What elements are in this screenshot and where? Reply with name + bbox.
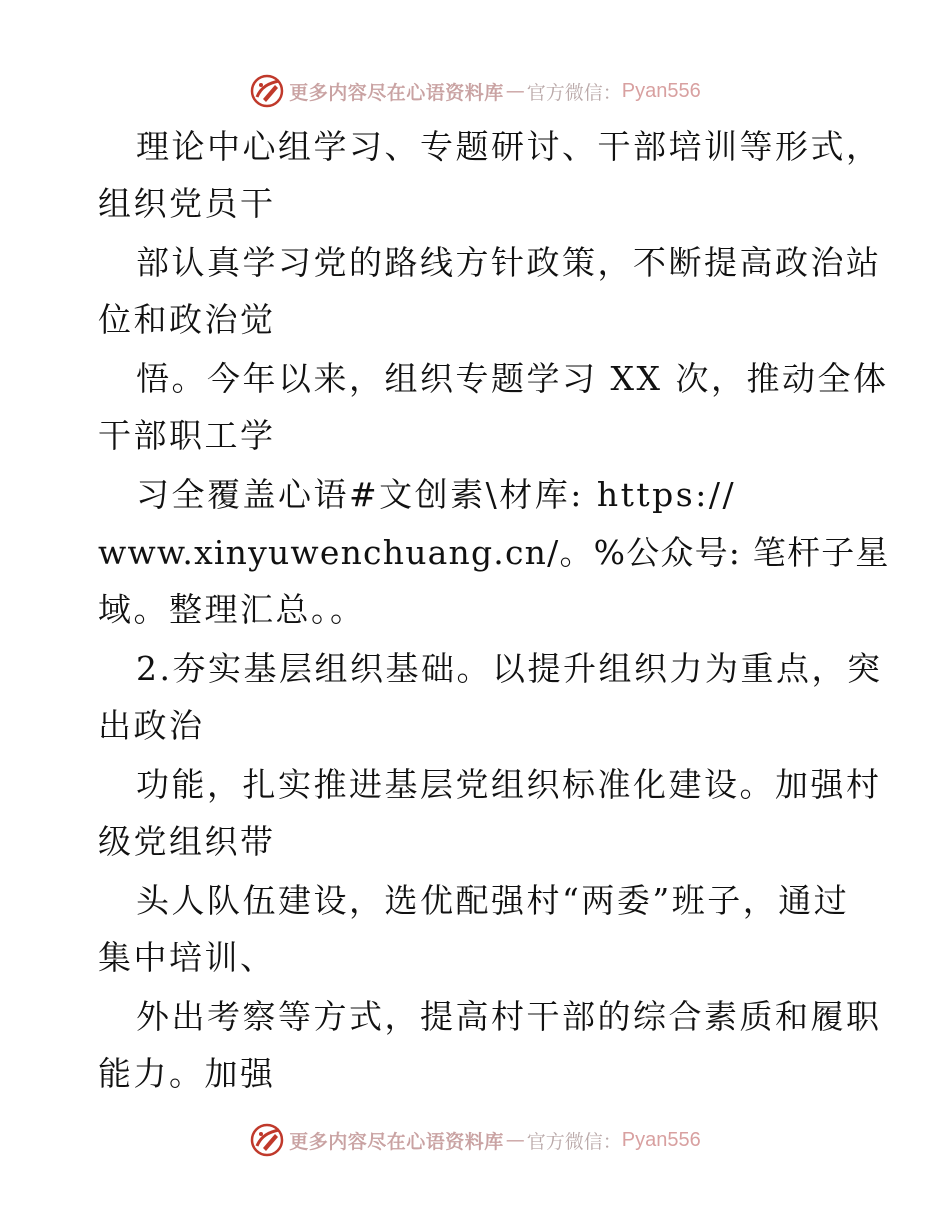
- text-line: 集中培训、: [98, 938, 276, 977]
- banner-title: 更多内容尽在心语资料库: [289, 1130, 504, 1153]
- text-line: 理论中心组学习、专题研讨、干部培训等形式，: [136, 127, 882, 166]
- footer-banner: [0, 1120, 950, 1160]
- text-line: 域。整理汇总。。: [98, 590, 366, 629]
- logo-icon: [249, 1122, 285, 1158]
- text-line: 部认真学习党的路线方针政策，不断提高政治站: [136, 243, 882, 282]
- text-line: 悟。今年以来，组织专题学习 XX 次，推动全体: [136, 359, 889, 398]
- text-line: 功能，扎实推进基层党组织标准化建设。加强村: [136, 765, 882, 804]
- header-banner: [0, 71, 950, 111]
- text-line: 位和政治觉: [98, 300, 276, 339]
- banner-wechat-label: 官方微信：: [526, 1130, 622, 1153]
- text-line: 组织党员干: [98, 184, 276, 223]
- text-line: 出政治: [98, 706, 205, 745]
- banner-wechat-label: 官方微信：: [526, 81, 622, 104]
- text-line: 2.夯实基层组织基础。以提升组织力为重点，突: [136, 649, 883, 688]
- text-line: 级党组织带: [98, 822, 276, 861]
- banner-dash: —: [505, 1129, 525, 1151]
- banner-title: 更多内容尽在心语资料库: [289, 81, 504, 104]
- text-line: 能力。加强: [98, 1054, 276, 1093]
- text-line: 外出考察等方式，提高村干部的综合素质和履职: [136, 997, 882, 1036]
- banner-wechat-id: Pyan556: [621, 1128, 701, 1151]
- text-line: 干部职工学: [98, 416, 276, 455]
- banner-dash: —: [505, 80, 525, 102]
- text-line: 习全覆盖心语#文创素\材库: https://: [136, 475, 737, 514]
- logo-icon: [249, 73, 285, 109]
- text-line: 头人队伍建设，选优配强村“两委”班子，通过: [136, 881, 850, 920]
- banner-wechat-id: Pyan556: [621, 79, 701, 102]
- text-line: www.xinyuwenchuang.cn/。%公众号: 笔杆子星: [98, 533, 890, 572]
